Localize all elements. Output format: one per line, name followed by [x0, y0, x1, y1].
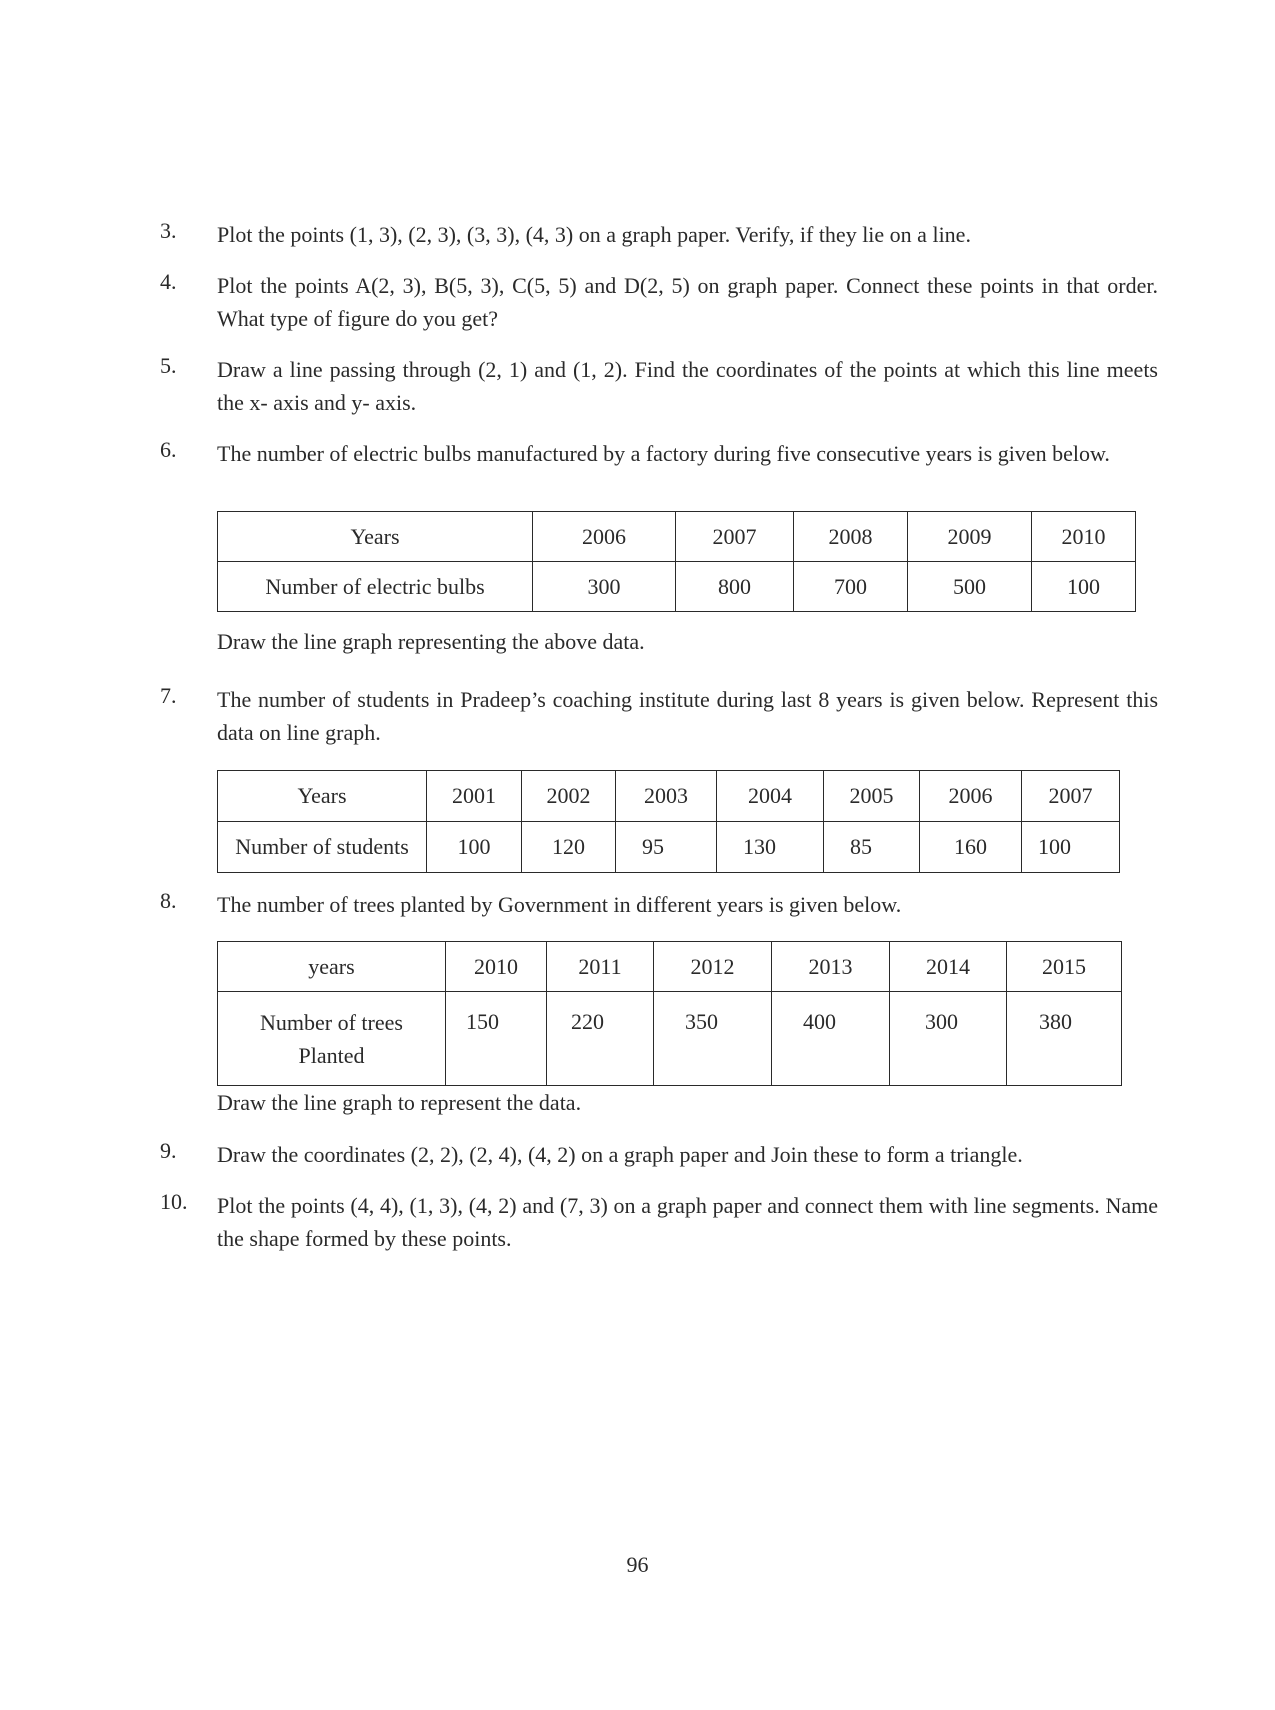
table-cell: 800 [676, 562, 794, 612]
question-8 [160, 888, 1158, 921]
table-cell: 2005 [824, 771, 920, 822]
trees-table [217, 941, 1122, 1086]
question-text: Plot the points A(2, 3), B(5, 3), C(5, 5) and D(2, 5) on graph paper. Connect these points in that order. What type of figure do you get? [217, 273, 1158, 331]
question-7 [160, 683, 1158, 749]
row-label-line: Number of trees [260, 1009, 403, 1035]
table-cell: 150 [446, 992, 547, 1086]
page-number: 96 [626, 1552, 649, 1577]
question-text: The number of electric bulbs manufactured by a factory during five consecutive years is given below. [217, 441, 1110, 466]
table-cell: 2010 [446, 942, 547, 992]
question-number: 7. [160, 683, 177, 708]
question-number: 8. [160, 888, 177, 913]
question-text: Draw the coordinates (2, 2), (2, 4), (4, 2) on a graph paper and Join these to form a triangle. [217, 1142, 1023, 1167]
table-cell: 2007 [676, 512, 794, 562]
table-cell: 400 [772, 992, 890, 1086]
table-cell: 2003 [616, 771, 717, 822]
table-header-cell: years [218, 942, 446, 992]
table-cell: 2015 [1007, 942, 1122, 992]
question-text: The number of students in Pradeep’s coaching institute during last 8 years is given below. Represent this data on line graph. [217, 687, 1158, 745]
table-cell: 2009 [908, 512, 1032, 562]
table-cell: 2014 [890, 942, 1007, 992]
question-3 [160, 218, 1158, 251]
question-5 [160, 353, 1158, 419]
students-table [217, 770, 1120, 873]
table-cell: 2002 [522, 771, 616, 822]
instruction-text: Draw the line graph to represent the data. [217, 1090, 582, 1115]
table-cell: 160 [920, 822, 1022, 873]
question-number: 3. [160, 218, 177, 243]
table-header-cell: Years [218, 512, 533, 562]
table-cell: 380 [1007, 992, 1122, 1086]
question-6 [160, 437, 1158, 470]
instruction-text: Draw the line graph representing the above data. [217, 629, 645, 654]
question-number: 9. [160, 1138, 177, 1163]
table-cell: 85 [824, 822, 920, 873]
question-number: 10. [160, 1189, 188, 1214]
question-number: 5. [160, 353, 177, 378]
table-header-cell [218, 992, 446, 1086]
table-cell: 2001 [427, 771, 522, 822]
table-cell: 100 [427, 822, 522, 873]
table-cell: 100 [1032, 562, 1136, 612]
table-cell: 120 [522, 822, 616, 873]
table-cell: 130 [717, 822, 824, 873]
table-cell: 220 [547, 992, 654, 1086]
table-cell: 95 [616, 822, 717, 873]
question-text: Plot the points (4, 4), (1, 3), (4, 2) and (7, 3) on a graph paper and connect them with line segments. Name the shape formed by these points. [217, 1193, 1158, 1251]
table-cell: 2013 [772, 942, 890, 992]
table-cell: 2010 [1032, 512, 1136, 562]
row-label-line: Planted [298, 1042, 365, 1068]
question-text: Draw a line passing through (2, 1) and (1, 2). Find the coordinates of the points at which this line meets the x- axis and y- axis. [217, 357, 1158, 415]
bulbs-table [217, 511, 1136, 612]
table-cell: 2007 [1022, 771, 1120, 822]
table-cell: 2004 [717, 771, 824, 822]
table-cell: 2012 [654, 942, 772, 992]
question-text: Plot the points (1, 3), (2, 3), (3, 3), (4, 3) on a graph paper. Verify, if they lie on a line. [217, 222, 971, 247]
question-9 [160, 1138, 1158, 1171]
table-cell: 2011 [547, 942, 654, 992]
question-text: The number of trees planted by Government in different years is given below. [217, 892, 902, 917]
table-cell: 300 [890, 992, 1007, 1086]
table-cell: 700 [794, 562, 908, 612]
table-cell: 100 [1022, 822, 1120, 873]
table-cell: 300 [533, 562, 676, 612]
question-4 [160, 269, 1158, 335]
question-number: 4. [160, 269, 177, 294]
table-cell: 500 [908, 562, 1032, 612]
table-cell: 2006 [920, 771, 1022, 822]
table-header-cell: Number of students [218, 822, 427, 873]
table-cell: 2008 [794, 512, 908, 562]
question-10 [160, 1189, 1158, 1255]
table-cell: 2006 [533, 512, 676, 562]
question-number: 6. [160, 437, 177, 462]
table-header-cell: Number of electric bulbs [218, 562, 533, 612]
table-cell: 350 [654, 992, 772, 1086]
table-header-cell: Years [218, 771, 427, 822]
